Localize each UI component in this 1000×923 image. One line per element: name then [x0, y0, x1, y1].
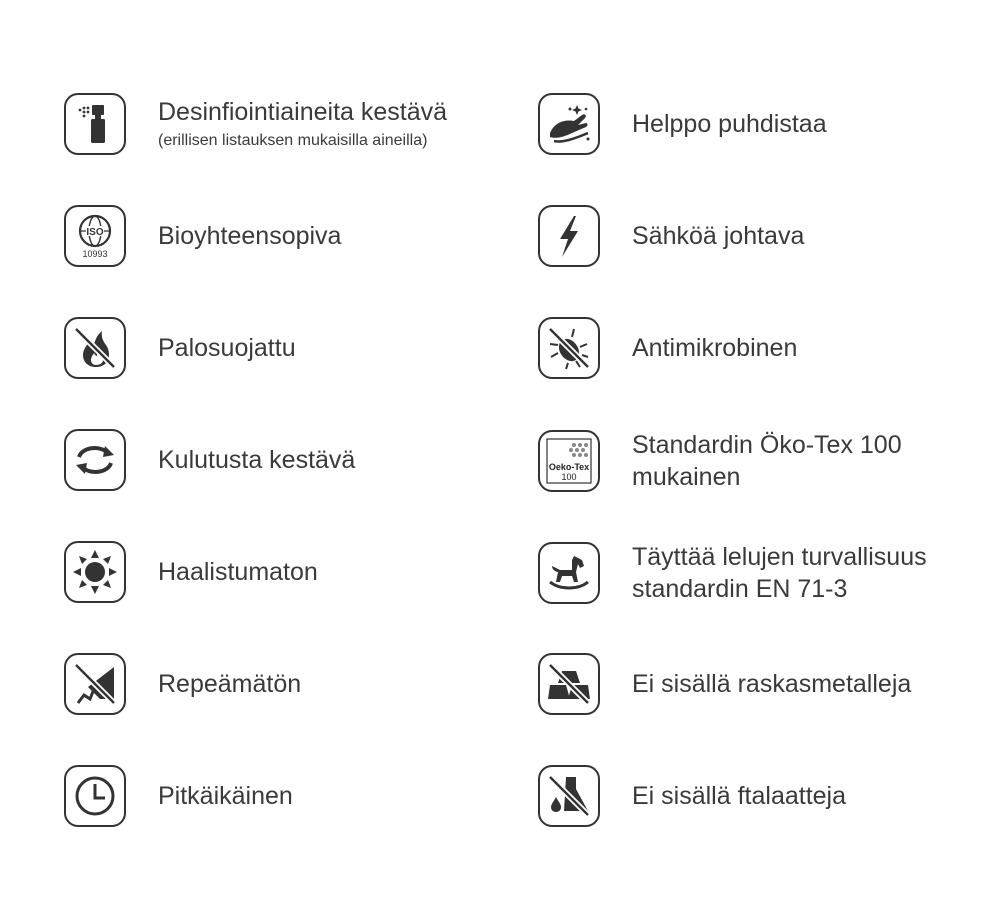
oeko-tex-icon [538, 430, 600, 492]
feature-title: Repeämätön [158, 670, 302, 698]
feature-title-line1: Täyttää lelujen turvallisuus [632, 543, 927, 571]
feature-title: Desinfiointiaineita kestävä [158, 98, 448, 126]
rocking-horse-icon [538, 542, 600, 604]
metal-bars-crossed-icon [538, 653, 600, 715]
feature-fire-protected [64, 317, 296, 379]
clock-icon [64, 765, 126, 827]
oeko-tex-number: 100 [561, 472, 577, 482]
lightning-icon [538, 205, 600, 267]
feature-no-heavy-metals [538, 653, 911, 715]
feature-title: Helppo puhdistaa [632, 110, 827, 138]
iso-10993-icon [64, 205, 126, 267]
feature-oeko-tex [538, 429, 902, 493]
feature-fade-resistant [64, 541, 318, 603]
bacteria-crossed-icon [538, 317, 600, 379]
feature-label [632, 429, 902, 493]
feature-easy-to-clean [538, 93, 827, 155]
feature-tear-resistant [64, 653, 301, 715]
feature-title: Ei sisällä raskasmetalleja [632, 670, 912, 698]
feature-disinfectant-resistant [64, 93, 447, 155]
feature-title-line2: mukainen [632, 463, 741, 491]
feature-title: Pitkäikäinen [158, 782, 293, 810]
feature-title: Sähköä johtava [632, 222, 805, 250]
feature-title: Ei sisällä ftalaatteja [632, 782, 847, 810]
flame-crossed-icon [64, 317, 126, 379]
feature-note: (erillisen listauksen mukaisilla aineilla) [158, 132, 428, 149]
hand-wiping-icon [538, 93, 600, 155]
feature-conductive [538, 205, 804, 267]
flask-drop-crossed-icon [538, 765, 600, 827]
feature-title: Palosuojattu [158, 334, 296, 362]
feature-wear-resistant [64, 429, 355, 491]
feature-title: Bioyhteensopiva [158, 222, 342, 250]
tear-crossed-icon [64, 653, 126, 715]
spray-bottle-icon [64, 93, 126, 155]
feature-toy-safety [538, 541, 927, 605]
feature-antimicrobial [538, 317, 797, 379]
iso-number: 10993 [82, 249, 108, 259]
feature-label [632, 541, 927, 605]
feature-title-line2: standardin EN 71-3 [632, 575, 848, 603]
feature-title: Kulutusta kestävä [158, 446, 356, 474]
iso-text: ISO [86, 227, 104, 238]
feature-no-phthalates [538, 765, 846, 827]
oeko-tex-text: Oeko-Tex [548, 462, 590, 472]
feature-title-line1: Standardin Öko-Tex 100 [632, 431, 902, 459]
rotating-arrows-icon [64, 429, 126, 491]
feature-long-lasting [64, 765, 293, 827]
feature-biocompatible [64, 205, 341, 267]
sun-icon [64, 541, 126, 603]
feature-label [158, 96, 447, 152]
feature-title: Antimikrobinen [632, 334, 798, 362]
feature-title: Haalistumaton [158, 558, 318, 586]
